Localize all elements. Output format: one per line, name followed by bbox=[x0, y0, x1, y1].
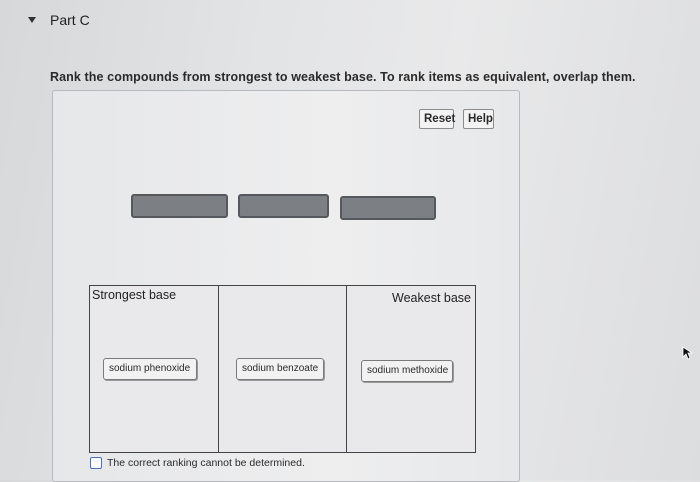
cannot-determine-row bbox=[90, 457, 305, 469]
help-button[interactable]: Help bbox=[463, 109, 494, 129]
mouse-pointer-icon bbox=[682, 346, 694, 360]
draggable-item-sodium-benzoate[interactable]: sodium benzoate bbox=[236, 358, 324, 380]
reset-button[interactable]: Reset bbox=[419, 109, 454, 129]
instructions-text: Rank the compounds from strongest to weakest base. To rank items as equivalent, overlap them. bbox=[50, 70, 636, 84]
draggable-item-sodium-methoxide[interactable]: sodium methoxide bbox=[361, 360, 453, 382]
weakest-base-label: Weakest base bbox=[392, 291, 472, 305]
cannot-determine-label: The correct ranking cannot be determined. bbox=[107, 457, 305, 469]
drop-slot-3[interactable] bbox=[340, 196, 436, 220]
drop-slot-2[interactable] bbox=[238, 194, 329, 218]
strongest-base-label: Strongest base bbox=[92, 288, 177, 302]
cannot-determine-checkbox[interactable] bbox=[90, 457, 102, 469]
collapse-toggle-icon[interactable] bbox=[28, 17, 36, 23]
part-title: Part C bbox=[50, 12, 90, 28]
drop-slot-1[interactable] bbox=[131, 194, 228, 218]
draggable-item-sodium-phenoxide[interactable]: sodium phenoxide bbox=[103, 358, 197, 380]
